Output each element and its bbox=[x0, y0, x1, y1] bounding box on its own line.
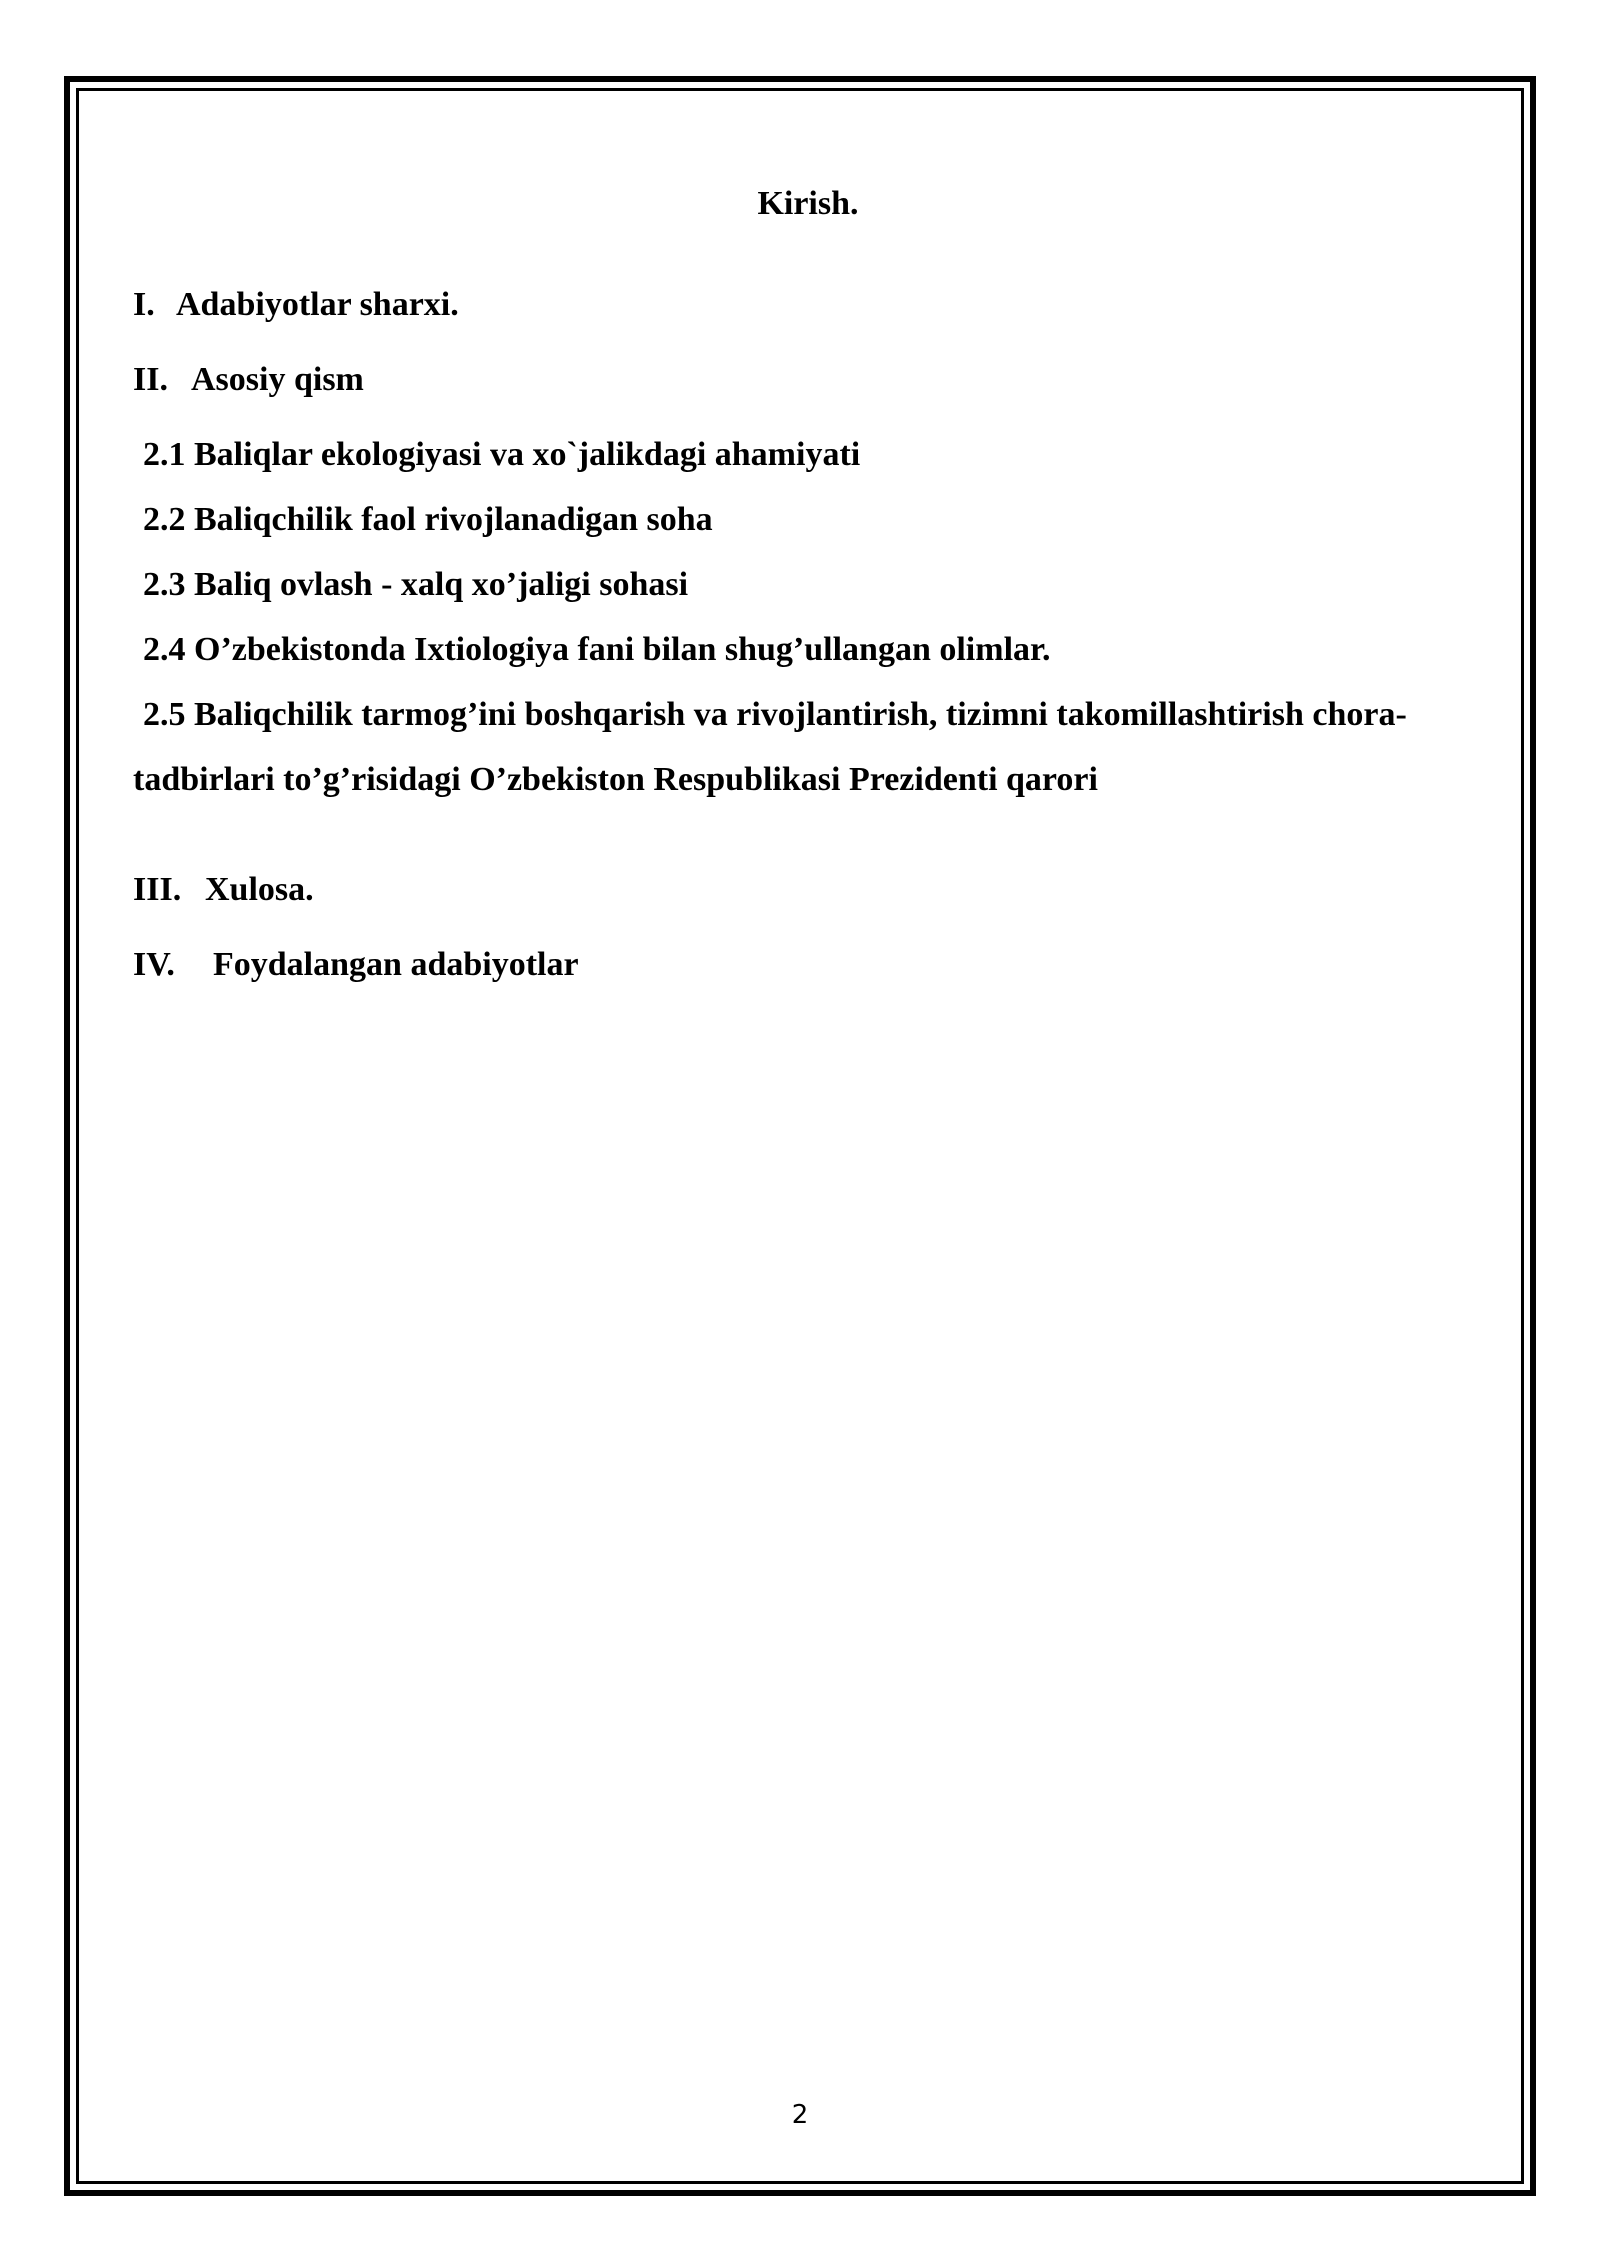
toc-section-number: I. bbox=[133, 286, 155, 323]
toc-section-number: II. bbox=[133, 361, 168, 398]
toc-section-4 bbox=[133, 932, 1473, 997]
document-title: Kirish. bbox=[757, 185, 859, 222]
toc-section-2 bbox=[133, 347, 1473, 412]
toc-section-3 bbox=[133, 857, 1473, 922]
toc-subsection-2-2: 2.2 Baliqchilik faol rivojlanadigan soha bbox=[143, 501, 713, 538]
toc-section-title: Asosiy qism bbox=[191, 361, 364, 398]
toc-section-title: Foydalangan adabiyotlar bbox=[213, 946, 579, 983]
toc-section-number: III. bbox=[133, 871, 182, 908]
toc-section-number: IV. bbox=[133, 946, 175, 983]
toc-subsection-2-5: 2.5 Baliqchilik tarmog’ini boshqarish va rivojlantirish, tizimni takomillashtirish chora-tadbirlari to’g’risidagi O’zbekiston Respublikasi Prezidenti qarori bbox=[133, 696, 1407, 798]
toc-subsection-2-1: 2.1 Baliqlar ekologiyasi va xo`jalikdagi ahamiyati bbox=[143, 436, 861, 473]
toc-section-title: Xulosa. bbox=[205, 871, 314, 908]
toc-section-title: Adabiyotlar sharxi. bbox=[176, 286, 459, 323]
page-number: 2 bbox=[791, 2100, 809, 2130]
table-of-contents bbox=[133, 272, 1473, 997]
toc-section-1 bbox=[133, 272, 1473, 337]
toc-subsection-2-4: 2.4 O’zbekistonda Ixtiologiya fani bilan shug’ullangan olimlar. bbox=[143, 631, 1051, 668]
toc-subsection-2-3: 2.3 Baliq ovlash - xalq xo’jaligi sohasi bbox=[143, 566, 689, 603]
document-body bbox=[133, 176, 1473, 1007]
